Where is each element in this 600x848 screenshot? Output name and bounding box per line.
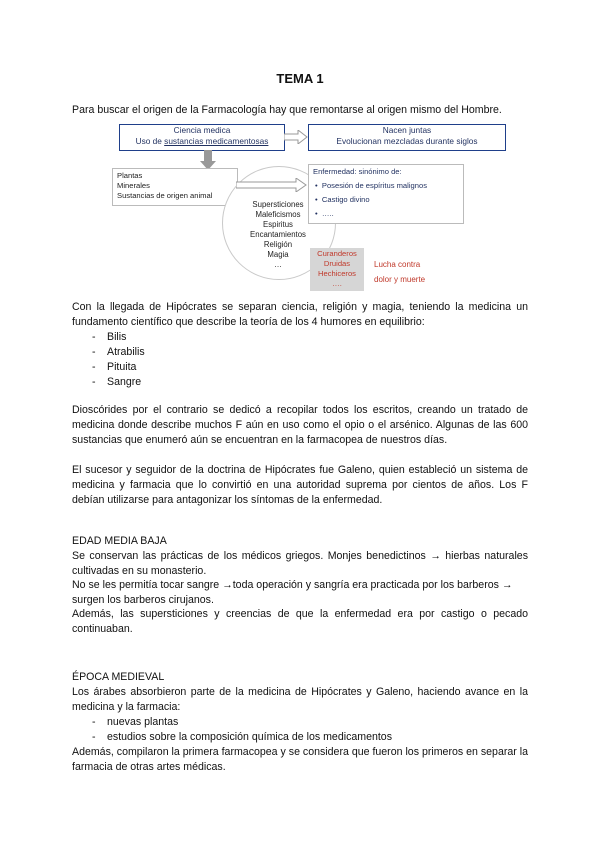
source-plants: Plantas <box>117 171 143 180</box>
section-heading-epoca-medieval: ÉPOCA MEDIEVAL <box>72 671 165 683</box>
galeno-paragraph: El sucesor y seguidor de la doctrina de Hipócrates fue Galeno, quien estableció un sistema de medicina y farmacia que lo convirtió en una autoridad suprema por cientos de años. Los F debían utilizarse para antagonizar los síntomas de la enfermedad. <box>72 464 528 506</box>
belief-item: Magia <box>267 250 289 259</box>
born-together-box <box>308 124 506 151</box>
disease-item-text: Posesión de espíritus malignos <box>321 181 427 190</box>
list-item: - Atrabilis <box>72 345 528 360</box>
disease-item: • Castigo divino <box>315 195 370 204</box>
hipocrates-paragraph <box>72 300 528 390</box>
epoca-paragraph-1 <box>72 685 528 775</box>
page-title: TEMA 1 <box>276 71 324 86</box>
list-item: - estudios sobre la composición química de los medicamentos <box>72 730 528 745</box>
sources-box <box>112 168 238 206</box>
medical-science-box <box>119 124 285 151</box>
arab-advances-list <box>72 715 528 745</box>
disease-item-text: ….. <box>321 209 334 218</box>
right-arrow-icon <box>284 130 308 144</box>
list-item: - Sangre <box>72 375 528 390</box>
born-together-title: Nacen juntas <box>382 125 432 135</box>
subtitle-underlined: sustancias medicamentosas <box>164 136 269 146</box>
healer-item: …. <box>332 279 342 288</box>
belief-item: Encantamientos <box>250 230 306 239</box>
humors-list <box>72 330 528 390</box>
epoca-paragraph-2: Además, compilaron la primera farmacopea y se considera que fueron los primeros en separar la farmacia de otras artes médicas. <box>72 746 528 773</box>
disease-item: • Posesión de espíritus malignos <box>315 181 427 190</box>
section-heading-edad-media: EDAD MEDIA BAJA <box>72 535 167 547</box>
list-item: - nuevas plantas <box>72 715 528 730</box>
right-arrow-icon <box>236 178 308 192</box>
born-together-subtitle: Evolucionan mezcladas durante siglos <box>336 136 478 146</box>
origin-diagram <box>112 120 512 292</box>
medical-science-subtitle <box>120 136 284 147</box>
list-item: - Bilis <box>72 330 528 345</box>
belief-item: Espiritus <box>263 220 293 229</box>
hipocrates-text: Con la llegada de Hipócrates se separan ciencia, religión y magia, teniendo la medicina un fundamento científico que describe la teoría de los 4 humores en equilibrio: <box>72 301 528 328</box>
epoca-text: Los árabes absorbieron parte de la medicina de Hipócrates y Galeno, haciendo avance en la medicina y la farmacia: <box>72 686 528 713</box>
belief-item: Religión <box>263 240 293 249</box>
healers-box <box>310 248 364 291</box>
struggle-line: dolor y muerte <box>374 275 426 284</box>
struggle-line: Lucha contra <box>374 260 421 269</box>
source-minerals: Minerales <box>117 181 150 190</box>
edad-media-paragraph-3: Además, las supersticiones y creencias de que la enfermedad era por castigo o pecado continuaban. <box>72 608 528 635</box>
edad-media-paragraph-1: Se conservan las prácticas de los médicos griegos. Monjes benedictinos → hierbas naturales cultivadas en su monasterio. <box>72 550 528 577</box>
struggle-text <box>374 257 425 287</box>
belief-item: … <box>274 260 282 269</box>
healer-item: Druidas <box>323 259 351 268</box>
edad-media-paragraph-2: No se les permitía tocar sangre →toda operación y sangría era practicada por los barberos → surgen los barberos cirujanos. <box>72 579 513 606</box>
disease-title: Enfermedad: sinónimo de: <box>313 167 402 176</box>
subtitle-prefix: Uso de <box>135 136 165 146</box>
belief-item: Supersticiones <box>252 200 304 209</box>
intro-paragraph: Para buscar el origen de la Farmacología hay que remontarse al origen mismo del Hombre. <box>72 104 502 116</box>
list-item: - Pituita <box>72 360 528 375</box>
disease-box <box>308 164 464 224</box>
belief-item: Maleficismos <box>255 210 301 219</box>
source-animal: Sustancias de origen animal <box>117 191 213 200</box>
disease-item: • ….. <box>315 209 334 218</box>
medical-science-title: Ciencia medica <box>173 125 231 135</box>
healer-item: Hechiceros <box>318 269 356 278</box>
disease-item-text: Castigo divino <box>321 195 370 204</box>
healer-item: Curanderos <box>317 249 357 258</box>
dioscorides-paragraph: Dioscórides por el contrario se dedicó a recopilar todos los escritos, creando un tratado de medicina donde describe muchos F aún en uso como el opio o el arsénico. Algunas de las 600 sustancias que enumeró aún se encuentran en la farmacopea de nuestros días. <box>72 404 528 446</box>
down-arrow-icon <box>200 150 216 170</box>
